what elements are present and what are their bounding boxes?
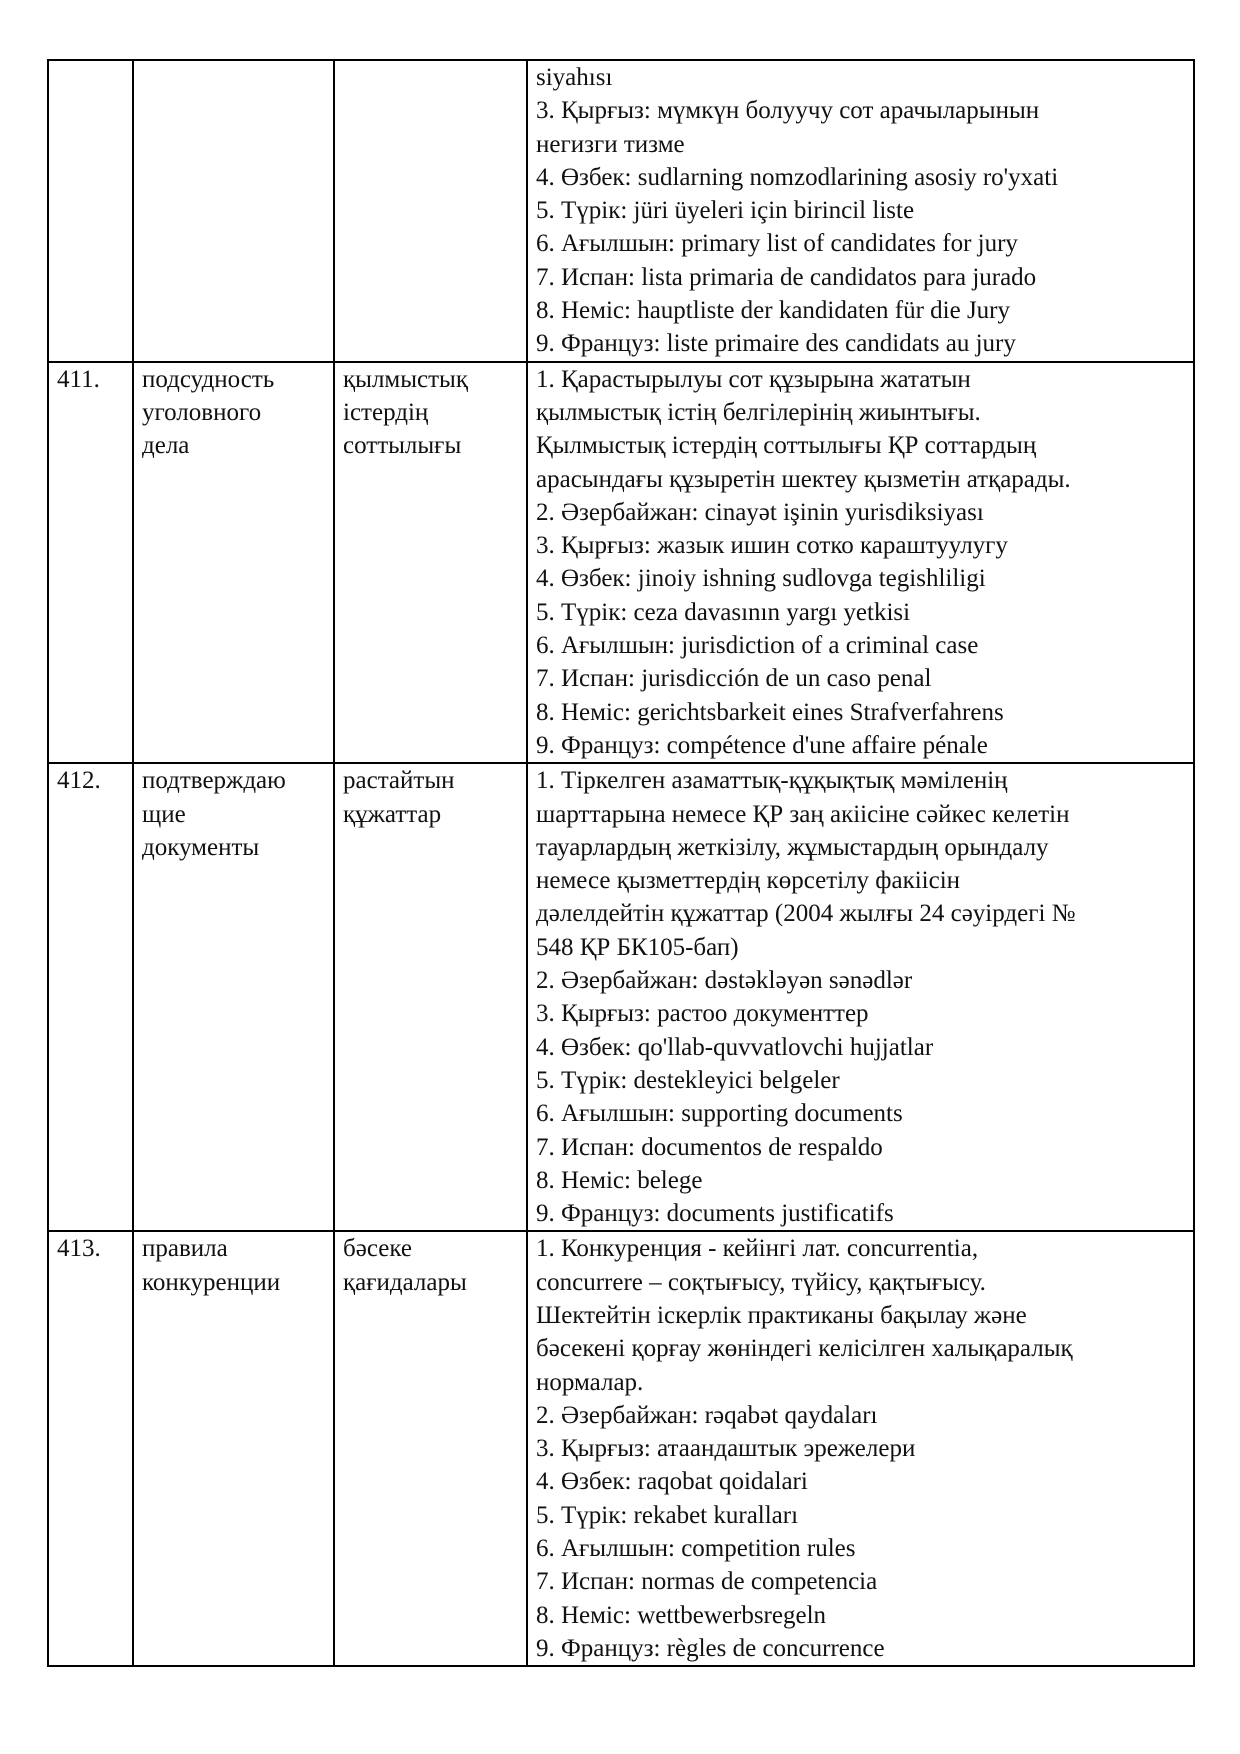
table-row	[48, 60, 1194, 362]
table-row	[48, 763, 1194, 1231]
definition-line: 9. Француз: règles de concurrence	[536, 1634, 885, 1662]
term-kazakh-line: құжаттар	[343, 800, 442, 828]
definition-line: 3. Қырғыз: растоо документтер	[536, 1000, 869, 1028]
entry-number	[48, 60, 133, 362]
definition-line: 548 ҚР БК105-бап)	[536, 933, 739, 961]
glossary-table	[47, 59, 1195, 1667]
term-kazakh	[334, 60, 527, 362]
definition-line: 9. Француз: compétence d'une affaire pénale	[536, 731, 988, 759]
definition-line: немесе қызметтердің көрсетілу факiiсін	[536, 867, 961, 895]
definition-line: 5. Түрік: ceza davasının yargı yetkisi	[536, 598, 911, 626]
term-russian	[133, 362, 334, 764]
definition-line: негизги тизме	[536, 130, 685, 158]
definition-line: арасындағы құзыретін шектеу қызметін атқарады.	[536, 465, 1071, 493]
definition-line: 8. Неміс: wettbewerbsregeln	[536, 1601, 827, 1629]
definition-line: 5. Түрік: rekabet kuralları	[536, 1501, 799, 1529]
entry-number: 411.	[48, 362, 133, 764]
definition-line: шарттарына немесе ҚР заң акiiсіне сәйкес келетін	[536, 800, 1070, 828]
definition-line: 7. Испан: documentos de respaldo	[536, 1133, 883, 1161]
term-russian-line: конкуренции	[142, 1268, 281, 1296]
definition-line: бәсекені қорғау жөніндегі келісілген халықаралық	[536, 1335, 1073, 1363]
definition-line: Шектейтін іскерлік практиканы бақылау және	[536, 1301, 1027, 1329]
term-russian-line: дела	[142, 432, 190, 460]
definition-line: 9. Француз: liste primaire des candidats au jury	[536, 330, 1016, 358]
definition-line: 4. Өзбек: qo'llab-quvvatlovchi hujjatlar	[536, 1033, 934, 1061]
definition-line: 6. Ағылшын: competition rules	[536, 1535, 856, 1563]
definition-line: 4. Өзбек: sudlarning nomzodlarining asosiy ro'yxati	[536, 163, 1059, 191]
term-russian	[133, 1231, 334, 1666]
table-row	[48, 1231, 1194, 1666]
term-russian-line: подтверждаю	[142, 767, 286, 795]
term-russian-line: щие	[142, 800, 186, 828]
term-kazakh-line: растайтын	[343, 767, 455, 795]
definition-translations	[527, 763, 1194, 1231]
definition-line: 3. Қырғыз: атаандаштык эрежелери	[536, 1435, 916, 1463]
definition-line: 2. Әзербайжан: rəqabət qaydaları	[536, 1401, 878, 1429]
definition-line: нормалар.	[536, 1368, 644, 1396]
definition-translations	[527, 60, 1194, 362]
entry-number: 413.	[48, 1231, 133, 1666]
definition-line: 7. Испан: lista primaria de candidatos para jurado	[536, 263, 1037, 291]
entry-number: 412.	[48, 763, 133, 1231]
definition-line: 6. Ағылшын: supporting documents	[536, 1100, 903, 1128]
definition-line: қылмыстық істің белгілерінің жиынтығы.	[536, 398, 981, 426]
definition-line: 8. Неміс: belege	[536, 1166, 703, 1194]
term-kazakh-line: істердің	[343, 398, 429, 426]
definition-line: 6. Ағылшын: primary list of candidates for jury	[536, 230, 1018, 258]
definition-line: 3. Қырғыз: мүмкүн болуучу сот арачыларынын	[536, 97, 1040, 125]
term-kazakh-line: қағидалары	[343, 1268, 467, 1296]
definition-line: 4. Өзбек: jinoiy ishning sudlovga tegishliligi	[536, 565, 986, 593]
definition-line: 7. Испан: normas de competencia	[536, 1568, 878, 1596]
definition-translations	[527, 1231, 1194, 1666]
definition-line: 8. Неміс: hauptliste der kandidaten für die Jury	[536, 297, 1011, 325]
definition-line: 3. Қырғыз: жазык ишин сотко караштуулугу	[536, 532, 1008, 560]
definition-line: 9. Француз: documents justificatifs	[536, 1200, 894, 1228]
definition-line: 7. Испан: jurisdicción de un caso penal	[536, 665, 932, 693]
term-kazakh-line: соттылығы	[343, 432, 462, 460]
definition-line: 4. Өзбек: raqobat qoidalari	[536, 1468, 808, 1496]
term-russian-line: уголовного	[142, 398, 262, 426]
definition-line: 5. Түрік: jüri üyeleri için birincil liste	[536, 197, 915, 225]
term-kazakh-line: бәсеке	[343, 1235, 412, 1263]
term-russian	[133, 60, 334, 362]
term-russian	[133, 763, 334, 1231]
term-kazakh	[334, 362, 527, 764]
term-russian-line: документы	[142, 833, 260, 861]
definition-translations	[527, 362, 1194, 764]
definition-line: 6. Ағылшын: jurisdiction of a criminal case	[536, 632, 979, 660]
definition-line: 1. Тіркелген азаматтық-құқықтық мәміленің	[536, 767, 1008, 795]
definition-line: 8. Неміс: gerichtsbarkeit eines Strafverfahrens	[536, 698, 1004, 726]
term-kazakh	[334, 1231, 527, 1666]
definition-line: 2. Әзербайжан: cinayət işinin yurisdiksiyası	[536, 498, 984, 526]
term-russian-line: подсудность	[142, 365, 275, 393]
term-russian-line: правила	[142, 1235, 228, 1263]
definition-line: 1. Конкуренция - кейінгі лат. concurrentia,	[536, 1235, 979, 1263]
definition-line: 5. Түрік: destekleyici belgeler	[536, 1066, 840, 1094]
definition-line: siyahısı	[536, 64, 613, 91]
term-kazakh	[334, 763, 527, 1231]
definition-line: 2. Әзербайжан: dəstəkləyən sənədlər	[536, 967, 913, 995]
definition-line: concurrere – соқтығысу, түйісу, қақтығысу.	[536, 1268, 986, 1296]
table-row	[48, 362, 1194, 764]
term-kazakh-line: қылмыстық	[343, 365, 468, 393]
definition-line: тауарлардың жеткізілу, жұмыстардың орындалу	[536, 833, 1049, 861]
definition-line: 1. Қарастырылуы сот құзырына жататын	[536, 365, 971, 393]
definition-line: дәлелдейтін құжаттар (2004 жылғы 24 сәуірдегі №	[536, 900, 1076, 928]
glossary-body	[48, 60, 1194, 1666]
definition-line: Қылмыстық істердің соттылығы ҚР соттардың	[536, 432, 1037, 460]
